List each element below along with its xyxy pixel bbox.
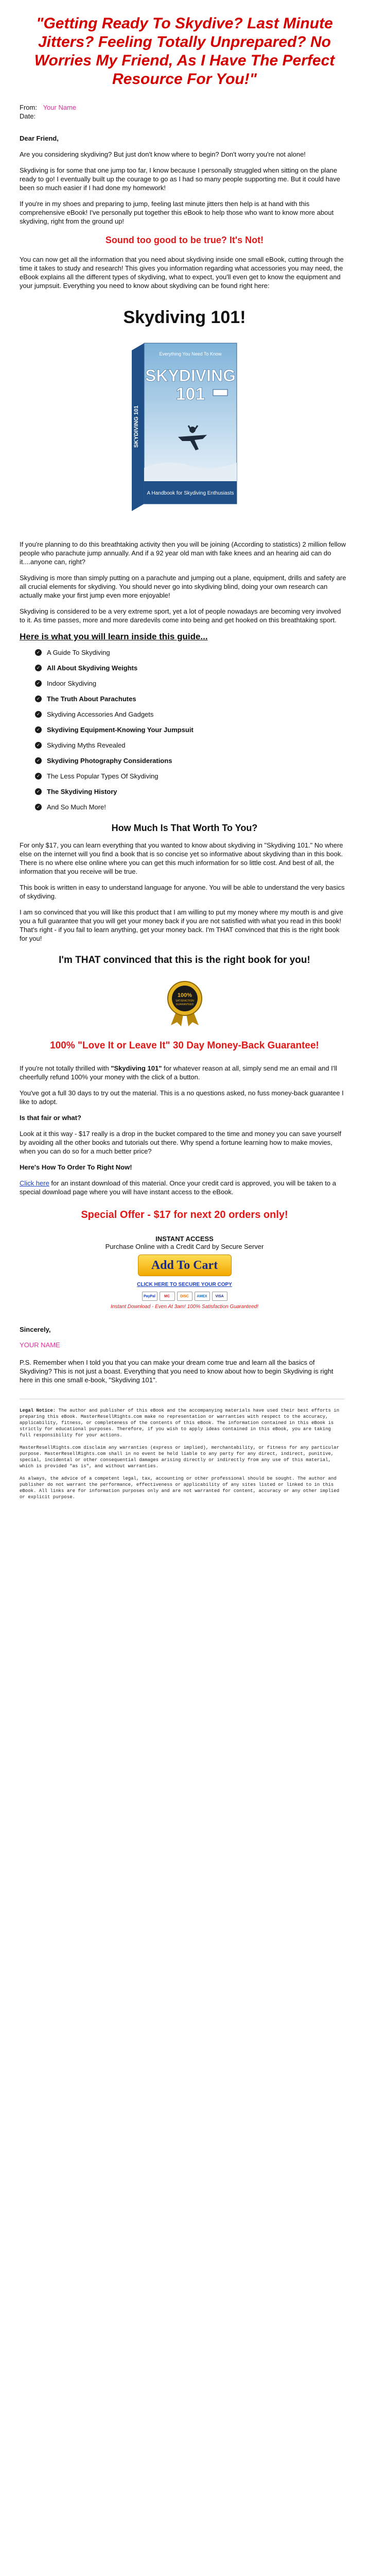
- intro-paragraph-1: Are you considering skydiving? But just don't know where to begin? Don't worry you're not alone!: [20, 150, 306, 158]
- worth-paragraph-2: This book is written in easy to understand language for anyone. You will be able to understand the very basics of skydiving.: [20, 884, 345, 900]
- check-icon: ✓: [35, 804, 42, 810]
- ebook-cover-graphic: [120, 339, 249, 519]
- body-paragraph-2: Skydiving is more than simply putting on a parachute and jumping out a plane, equipment, drills and safety are all crucial elements for skydiving. You should never go into skydiving blind, doing your own research can actually make your first jump even more enjoyable!: [20, 574, 346, 599]
- check-icon: ✓: [35, 742, 42, 749]
- sincerely: Sincerely,: [20, 1326, 51, 1333]
- from-label: From:: [20, 104, 37, 111]
- date-label: Date:: [20, 112, 36, 120]
- right-margin: [354, 0, 369, 2576]
- guarantee-paragraph-2: You've got a full 30 days to try out the material. This is a no questions asked, no fuss money-back guarantee I like to adopt.: [20, 1089, 344, 1106]
- headline: "Getting Ready To Skydive? Last Minute Jitters? Feeling Totally Unprepared? No Worries My Friend, As I Have The Perfect Resource For You!": [34, 15, 335, 88]
- list-item: ✓ Indoor Skydiving: [35, 679, 354, 688]
- intro-paragraph-4: You can now get all the information that you need about skydiving inside one small eBook, cutting through the time it takes to study and research! This gives you information regarding what accessories you may need, the eBook explains all the different types of skydiving, what to expect, you'll even get to know the equipment and your jumpsuit. Everything you need to know about skydiving can be found right here:: [20, 256, 344, 290]
- date-line: [20, 112, 354, 121]
- paypal-icon: PayPal: [142, 1292, 157, 1301]
- secure-copy-link[interactable]: CLICK HERE TO SECURE YOUR COPY: [137, 1282, 232, 1287]
- list-item: ✓ The Skydiving History: [35, 787, 354, 796]
- check-icon: ✓: [35, 726, 42, 733]
- check-icon: ✓: [35, 773, 42, 779]
- check-icon: ✓: [35, 649, 42, 656]
- instant-access-label: INSTANT ACCESS: [155, 1235, 214, 1243]
- order-paragraph: Click here for an instant download of this material. Once your credit card is approved, you will be taken to a special download page where you will have instant access to the eBook.: [20, 1179, 336, 1196]
- check-icon: ✓: [35, 665, 42, 671]
- cover-top-line: Everything You Need To Know: [159, 351, 221, 357]
- seal-icon: [166, 980, 204, 1026]
- list-item: ✓ All About Skydiving Weights: [35, 664, 354, 672]
- list-item: ✓ And So Much More!: [35, 803, 354, 811]
- feature-list: [15, 648, 354, 811]
- instant-download-note: Instant Download - Even At 3am! 100% Satisfaction Guaranteed!: [110, 1304, 259, 1310]
- svg-text:SATISFACTION: SATISFACTION: [175, 999, 194, 1003]
- mastercard-icon: MC: [160, 1292, 175, 1301]
- body-paragraph-3: Skydiving is considered to be a very extreme sport, yet a lot of people nowadays are becoming very involved to it. As time passes, more and more daredevils come into being and get hooked on this breathtaking sport.: [20, 607, 341, 624]
- amex-icon: AMEX: [195, 1292, 210, 1301]
- product-title: Skydiving 101!: [123, 308, 246, 327]
- svg-text:100%: 100%: [177, 992, 192, 998]
- learn-heading: Here is what you will learn inside this guide...: [20, 632, 208, 641]
- from-name: Your Name: [43, 104, 77, 111]
- guarantee-seal: [15, 980, 354, 1026]
- convinced-heading: I'm THAT convinced that this is the right book for you!: [59, 955, 310, 965]
- list-item: ✓ Skydiving Myths Revealed: [35, 741, 354, 750]
- worth-heading: How Much Is That Worth To You?: [111, 823, 258, 833]
- list-item: ✓ Skydiving Equipment-Knowing Your Jumpsuit: [35, 725, 354, 734]
- discover-icon: DISC: [177, 1292, 192, 1301]
- svg-text:GUARANTEED: GUARANTEED: [175, 1003, 194, 1006]
- intro-paragraph-3: If you're in my shoes and preparing to jump, feeling last minute jitters then help is at hand with this comprehensive eBook! I've personally put together this eBook to help those who want to know more about skydiving, right from the ground up!: [20, 200, 334, 225]
- legal-paragraph-2: MasterResellRights.com disclaim any warranties (express or implied), merchantability, or fitness for any particular purpose. MasterResellRights.com shall in no event be held liable to any party for any direct, indirect, punitive, special, incidental or other consequential damages arising directly or indirectly from any use of this material, which is provided "as is", and without warranties.: [20, 1445, 340, 1469]
- legal-paragraph-3: As always, the advice of a competent legal, tax, accounting or other professional should be sought. The author and publisher do not warrant the performance, effectiveness or applicability of any sites listed or linked to in this eBook. All links are for information purposes only and are not warranted for content, accuracy or any other implied or explicit purpose.: [20, 1476, 340, 1500]
- body-paragraph-1: If you're planning to do this breathtaking activity then you will be joining (According to statistics) 2 million fellow people who parachute jump annually. And if a 92 year old man with fake knees and an hearing aid can do it....anyone can, right?: [20, 540, 346, 566]
- guarantee-paragraph-4: Look at it this way - $17 really is a drop in the bucket compared to the time and money you can save yourself by avoiding all the other books and tutorials out there. Why spend a fortune learning how to make movies, when you can do so for a much better price?: [20, 1130, 342, 1155]
- cover-title-a: SKYDIVING: [145, 366, 236, 385]
- too-good-heading: Sound too good to be true? It's Not!: [105, 235, 264, 245]
- intro-paragraph-2: Skydiving is for some that one jump too far, I know because I personally struggled when sitting on the plane ready to go! I eventually built up the courage to go as I had so many people supporting me. But it could have been so much easier if I had done my homework!: [20, 166, 340, 192]
- check-icon: ✓: [35, 757, 42, 764]
- list-item: ✓ A Guide To Skydiving: [35, 648, 354, 657]
- check-icon: ✓: [35, 711, 42, 718]
- cover-subtitle: A Handbook for Skydiving Enthusiasts: [147, 490, 234, 496]
- cover-barcode: [213, 389, 227, 396]
- list-item: ✓ Skydiving Accessories And Gadgets: [35, 710, 354, 719]
- visa-icon: VISA: [212, 1292, 227, 1301]
- cover-title-b: 101: [175, 384, 205, 404]
- click-here-link[interactable]: Click here: [20, 1179, 49, 1187]
- letter-column: [15, 0, 354, 1506]
- purchase-line: Purchase Online with a Credit Card by Secure Server: [105, 1243, 264, 1250]
- list-item: ✓ The Less Popular Types Of Skydiving: [35, 772, 354, 781]
- fair-question: Is that fair or what?: [20, 1114, 81, 1122]
- add-to-cart-button[interactable]: Add To Cart: [138, 1255, 232, 1276]
- left-margin: [0, 0, 15, 2576]
- order-heading: Here's How To Order To Right Now!: [20, 1163, 132, 1171]
- worth-paragraph-1: For only $17, you can learn everything that you wanted to know about skydiving in "Skydiving 101." No where else on the internet will you find a book that is so concise yet so informative about skydiving than in this book. There is no where else online where you can get this much information for so little cost. And best of all, the information that you receive will be true.: [20, 841, 343, 875]
- list-item: ✓ Skydiving Photography Considerations: [35, 756, 354, 765]
- greeting: Dear Friend,: [20, 134, 59, 142]
- list-item: ✓ The Truth About Parachutes: [35, 694, 354, 703]
- worth-paragraph-3: I am so convinced that you will like this product that I am willing to put my money where my mouth is and give you a full guarantee that you will get your money back if you are not satisfied with what you read in this book! That's right - if you fail to learn anything, get your money back. I'm THAT convinced that this is the right book for you!: [20, 908, 343, 942]
- check-icon: ✓: [35, 680, 42, 687]
- guarantee-paragraph-1: If you're not totally thrilled with "Skydiving 101" for whatever reason at all, simply send me an email and I'll cheerfully refund 100% your money with the click of a button.: [20, 1064, 338, 1081]
- from-line: [20, 103, 354, 112]
- sign-name: YOUR NAME: [20, 1341, 60, 1349]
- payment-cards: [15, 1292, 354, 1301]
- product-box-image: [15, 339, 354, 519]
- check-icon: ✓: [35, 788, 42, 795]
- ps-paragraph: P.S. Remember when I told you that you can make your dream come true and learn all the basics of Skydiving? This is not just a boast. Everything that you need to know about how to begin Skydiving is right here in this one small e-book, "Skydiving 101".: [20, 1359, 333, 1384]
- special-offer-heading: Special Offer - $17 for next 20 orders only!: [81, 1209, 288, 1221]
- legal-paragraph-1: Legal Notice: The author and publisher of this eBook and the accompanying materials have used their best efforts in preparing this eBook. MasterResellRights.com make no representation or warranties with respect to the accuracy, applicability, fitness, or completeness of the contents of this eBook. The information contained in this eBook is strictly for educational purposes. Therefore, if you wish to apply ideas contained in this eBook, you are taking full responsibility for your actions.: [20, 1408, 340, 1438]
- check-icon: ✓: [35, 696, 42, 702]
- spine-text: SKYDIVING 101: [133, 405, 139, 448]
- order-box: [15, 1235, 354, 1310]
- guarantee-heading: 100% "Love It or Leave It" 30 Day Money-Back Guarantee!: [50, 1040, 319, 1051]
